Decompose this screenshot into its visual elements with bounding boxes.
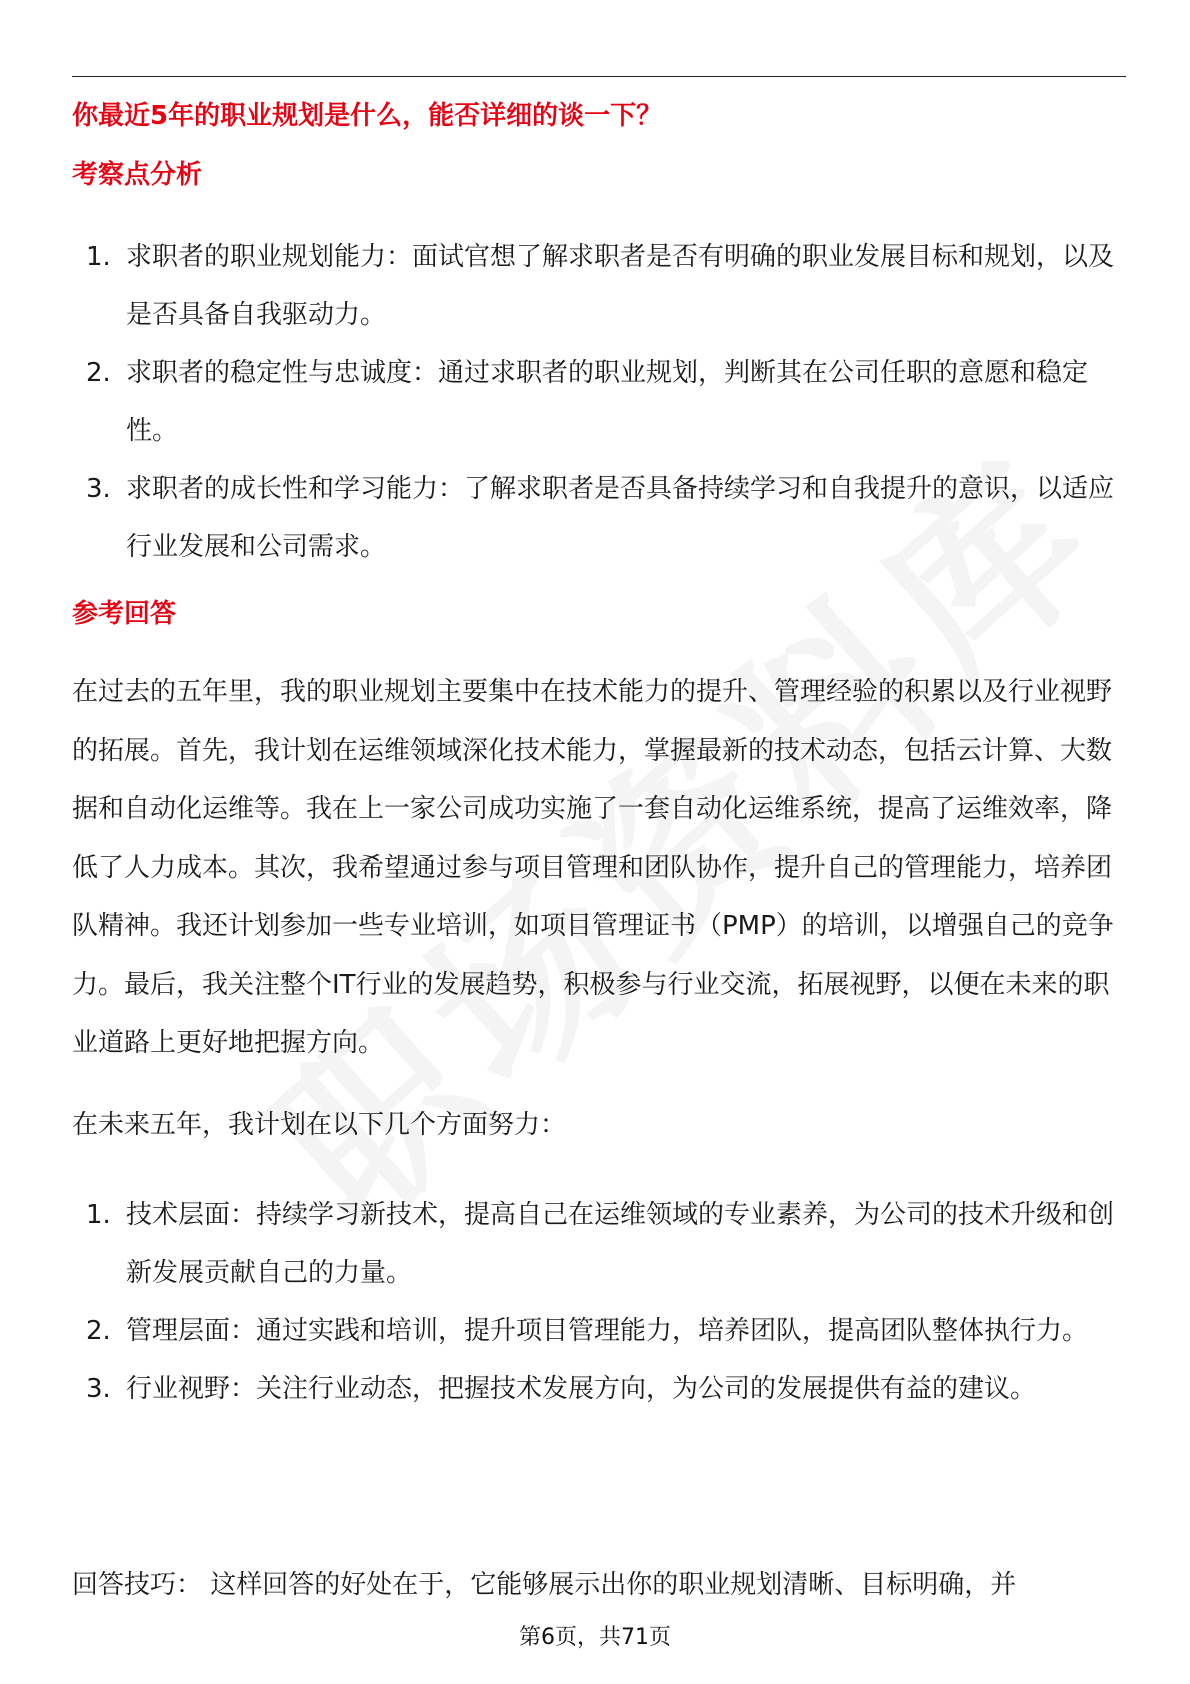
list-item-number: 3.	[86, 1374, 111, 1404]
answer-plan-intro: 在未来五年，我计划在以下几个方面努力：	[72, 1110, 567, 1140]
list-item-text: 管理层面：通过实践和培训，提升项目管理能力，培养团队，提高团队整体执行力。	[126, 1316, 1089, 1346]
top-rule	[72, 76, 1126, 77]
list-item	[72, 1186, 1126, 1302]
answer-paragraph: 在过去的五年里，我的职业规划主要集中在技术能力的提升、管理经验的积累以及行业视野的拓展。首先，我计划在运维领域深化技术能力，掌握最新的技术动态，包括云计算、大数据和自动化运维等。我在上一家公司成功实施了一套自动化运维系统，提高了运维效率，降低了人力成本。其次，我希望通过参与项目管理和团队协作，提升自己的管理能力，培养团队精神。我还计划参加一些专业培训，如项目管理证书（PMP）的培训，以增强自己的竞争力。最后，我关注整个IT行业的发展趋势，积极参与行业交流，拓展视野，以便在未来的职业道路上更好地把握方向。	[72, 677, 1114, 1058]
list-item	[72, 460, 1126, 576]
analysis-list	[72, 228, 1126, 576]
list-item	[72, 228, 1126, 344]
list-item-text: 技术层面：持续学习新技术，提高自己在运维领域的专业素养，为公司的技术升级和创新发展贡献自己的力量。	[126, 1200, 1115, 1288]
list-item-text: 求职者的稳定性与忠诚度：通过求职者的职业规划，判断其在公司任职的意愿和稳定性。	[126, 358, 1089, 446]
list-item-text: 求职者的职业规划能力：面试官想了解求职者是否有明确的职业发展目标和规划，以及是否具备自我驱动力。	[126, 242, 1115, 330]
list-item	[72, 1302, 1126, 1360]
plan-list	[72, 1186, 1126, 1418]
answer-tip: 回答技巧： 这样回答的好处在于，它能够展示出你的职业规划清晰、目标明确，并	[72, 1570, 1017, 1600]
list-item-number: 2.	[86, 1316, 111, 1346]
page-footer: 第6页，共71页	[519, 1625, 671, 1650]
section-heading-reference-answer: 参考回答	[72, 599, 177, 629]
list-item	[72, 1360, 1126, 1418]
list-item-number: 1.	[86, 242, 111, 272]
section-heading-analysis: 考察点分析	[72, 160, 203, 190]
list-item	[72, 344, 1126, 460]
list-item-text: 求职者的成长性和学习能力：了解求职者是否具备持续学习和自我提升的意识，以适应行业发展和公司需求。	[126, 474, 1115, 562]
list-item-number: 3.	[86, 474, 111, 504]
list-item-text: 行业视野：关注行业动态，把握技术发展方向，为公司的发展提供有益的建议。	[126, 1374, 1037, 1404]
list-item-number: 1.	[86, 1200, 111, 1230]
question-title: 你最近5年的职业规划是什么，能否详细的谈一下？	[72, 101, 663, 131]
list-item-number: 2.	[86, 358, 111, 388]
